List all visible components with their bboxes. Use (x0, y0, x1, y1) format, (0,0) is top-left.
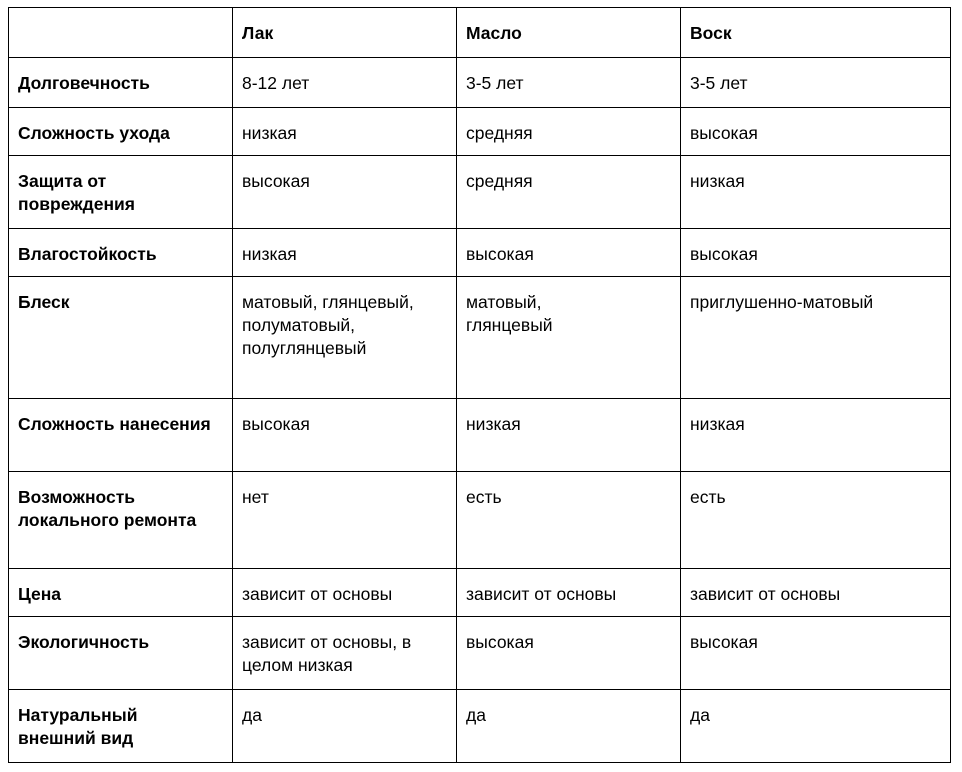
table-cell: низкая (233, 108, 457, 156)
table-cell: зависит от основы, в целом низкая (233, 617, 457, 690)
row-label: Экологичность (9, 617, 233, 690)
table-cell: приглушенно-матовый (681, 277, 951, 399)
row-label: Защита от повреждения (9, 156, 233, 229)
table-cell: высокая (233, 156, 457, 229)
row-label: Сложность нанесения (9, 399, 233, 472)
table-cell: да (457, 690, 681, 763)
comparison-table (8, 7, 951, 763)
table-row (9, 399, 951, 472)
table-cell: высокая (457, 229, 681, 277)
table-cell: высокая (681, 617, 951, 690)
header-cell-empty (9, 8, 233, 58)
table-cell: да (233, 690, 457, 763)
table-row (9, 229, 951, 277)
table-cell: высокая (233, 399, 457, 472)
row-label: Цена (9, 569, 233, 617)
header-cell-wax: Воск (681, 8, 951, 58)
table-row (9, 108, 951, 156)
table-cell: матовый, глянцевый, полуматовый, полуглянцевый (233, 277, 457, 399)
table-cell: низкая (681, 399, 951, 472)
table-cell: матовый, глянцевый (457, 277, 681, 399)
table-row (9, 690, 951, 763)
table-cell: нет (233, 472, 457, 569)
table-cell: есть (457, 472, 681, 569)
table-row (9, 277, 951, 399)
table-cell: средняя (457, 156, 681, 229)
table-cell: низкая (233, 229, 457, 277)
table-cell: зависит от основы (681, 569, 951, 617)
header-cell-lacquer: Лак (233, 8, 457, 58)
table-cell: да (681, 690, 951, 763)
table-cell: высокая (457, 617, 681, 690)
table-cell: 3-5 лет (681, 58, 951, 108)
table-cell: высокая (681, 229, 951, 277)
row-label: Влагостойкость (9, 229, 233, 277)
table-cell: низкая (457, 399, 681, 472)
table-row (9, 472, 951, 569)
header-cell-oil: Масло (457, 8, 681, 58)
row-label: Долговечность (9, 58, 233, 108)
table-cell: есть (681, 472, 951, 569)
row-label: Сложность ухода (9, 108, 233, 156)
table-row (9, 58, 951, 108)
table-row (9, 617, 951, 690)
table-cell: средняя (457, 108, 681, 156)
table-cell: зависит от основы (457, 569, 681, 617)
table-cell: 3-5 лет (457, 58, 681, 108)
table-cell: высокая (681, 108, 951, 156)
table-row (9, 156, 951, 229)
row-label: Возможность локального ремонта (9, 472, 233, 569)
table-row (9, 569, 951, 617)
header-row (9, 8, 951, 58)
row-label: Блеск (9, 277, 233, 399)
table-cell: низкая (681, 156, 951, 229)
row-label: Натуральный внешний вид (9, 690, 233, 763)
table-cell: зависит от основы (233, 569, 457, 617)
table-cell: 8-12 лет (233, 58, 457, 108)
